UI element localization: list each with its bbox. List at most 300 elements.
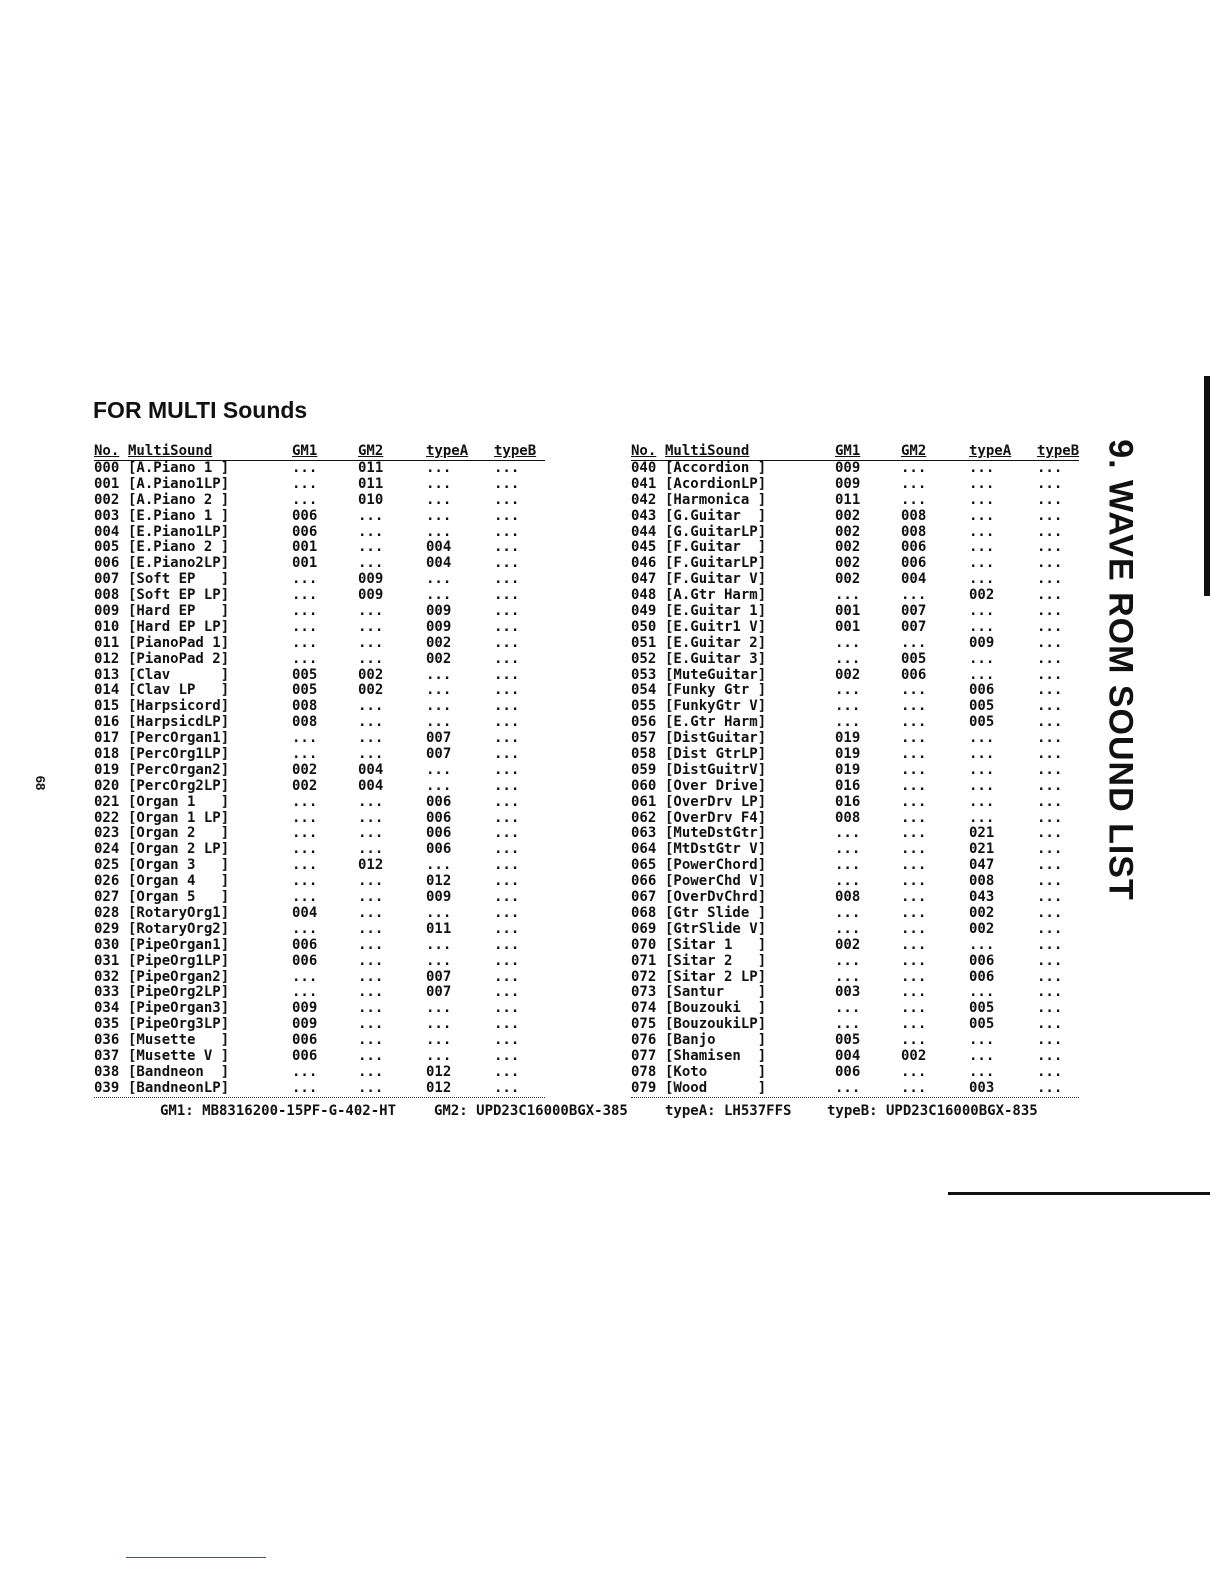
table-row [94, 683, 545, 699]
cell-typeb: ... [1037, 460, 1063, 476]
cell-gm2: 002 [358, 682, 384, 699]
cell-gm1: 006 [292, 936, 318, 953]
cell-typeb: ... [1037, 793, 1063, 810]
cell-no: 026 [94, 873, 120, 890]
cell-no: 011 [94, 634, 120, 651]
cell-typeb: ... [494, 889, 520, 906]
cell-no: 030 [94, 936, 120, 953]
cell-gm1: 005 [292, 666, 318, 683]
cell-typea: ... [426, 1016, 452, 1033]
cell-typeb: ... [1037, 714, 1063, 731]
cell-no: 059 [631, 761, 657, 778]
cell-typea: ... [426, 857, 452, 874]
table-row [631, 954, 1079, 970]
cell-gm1: ... [292, 1079, 318, 1096]
cell-gm2: ... [901, 873, 927, 890]
col-header-no: No. [94, 443, 120, 459]
cell-gm2: ... [358, 634, 384, 651]
cell-typeb: ... [1037, 1000, 1063, 1017]
cell-typeb: ... [494, 809, 520, 826]
cell-no: 049 [631, 603, 657, 620]
table-row [94, 509, 545, 525]
cell-multisound: [F.GuitarLP] [665, 555, 767, 572]
table-row [631, 970, 1079, 986]
cell-gm2: 008 [901, 507, 927, 524]
cell-gm2: ... [358, 952, 384, 969]
cell-typeb: ... [494, 587, 520, 604]
cell-gm2: ... [901, 968, 927, 985]
cell-no: 061 [631, 793, 657, 810]
cell-gm2: ... [901, 761, 927, 778]
cell-no: 023 [94, 825, 120, 842]
cell-typea: ... [969, 618, 995, 635]
cell-typea: ... [969, 1047, 995, 1064]
cell-multisound: [Accordion ] [665, 460, 767, 476]
cell-gm2: ... [358, 507, 384, 524]
table-row [94, 858, 545, 874]
cell-typeb: ... [1037, 523, 1063, 540]
table-row [631, 604, 1079, 620]
table-body [631, 461, 1079, 1098]
table-row [631, 477, 1079, 493]
cell-gm2: ... [358, 1079, 384, 1096]
cell-multisound: [PipeOrg1LP] [128, 952, 230, 969]
cell-gm1: ... [835, 904, 861, 921]
cell-gm2: ... [901, 460, 927, 476]
table-row [94, 906, 545, 922]
table-row [631, 652, 1079, 668]
cell-gm1: 002 [835, 555, 861, 572]
cell-typeb: ... [494, 555, 520, 572]
cell-gm1: 001 [292, 539, 318, 556]
cell-multisound: [F.Guitar ] [665, 539, 767, 556]
cell-gm2: 006 [901, 666, 927, 683]
cell-gm2: ... [901, 491, 927, 508]
cell-gm2: ... [358, 984, 384, 1001]
cell-gm1: ... [292, 857, 318, 874]
cell-typea: ... [426, 936, 452, 953]
cell-typea: ... [969, 539, 995, 556]
cell-multisound: [A.Piano1LP] [128, 475, 230, 492]
cell-typea: ... [426, 1032, 452, 1049]
cell-gm1: 002 [292, 777, 318, 794]
cell-no: 074 [631, 1000, 657, 1017]
cell-gm1: 016 [835, 793, 861, 810]
cell-typeb: ... [494, 523, 520, 540]
table-row [631, 525, 1079, 541]
cell-multisound: [PowerChord] [665, 857, 767, 874]
cell-no: 079 [631, 1079, 657, 1096]
cell-gm2: ... [901, 777, 927, 794]
cell-gm1: ... [292, 634, 318, 651]
cell-gm1: ... [292, 809, 318, 826]
cell-multisound: [PowerChd V] [665, 873, 767, 890]
cell-typeb: ... [1037, 761, 1063, 778]
cell-typeb: ... [1037, 507, 1063, 524]
cell-typea: 007 [426, 968, 452, 985]
cell-no: 047 [631, 571, 657, 588]
cell-no: 031 [94, 952, 120, 969]
cell-gm1: ... [292, 475, 318, 492]
cell-gm2: ... [901, 746, 927, 763]
cell-typeb: ... [494, 841, 520, 858]
cell-multisound: [Hard EP LP] [128, 618, 230, 635]
page-number: 68 [33, 775, 48, 791]
cell-typea: ... [426, 761, 452, 778]
table-row [631, 699, 1079, 715]
cell-no: 071 [631, 952, 657, 969]
cell-no: 044 [631, 523, 657, 540]
cell-typeb: ... [1037, 682, 1063, 699]
cell-multisound: [PianoPad 2] [128, 650, 230, 667]
table-row [631, 842, 1079, 858]
cell-gm2: ... [358, 1032, 384, 1049]
cell-typea: ... [969, 523, 995, 540]
cell-typeb: ... [1037, 984, 1063, 1001]
table-row [94, 747, 545, 763]
cell-typeb: ... [494, 904, 520, 921]
cell-typeb: ... [1037, 777, 1063, 794]
cell-no: 060 [631, 777, 657, 794]
cell-no: 038 [94, 1063, 120, 1080]
cell-gm1: 004 [835, 1047, 861, 1064]
cell-typeb: ... [1037, 857, 1063, 874]
cell-gm2: 006 [901, 539, 927, 556]
cell-gm2: 002 [901, 1047, 927, 1064]
cell-gm1: ... [835, 968, 861, 985]
cell-multisound: [A.Piano 2 ] [128, 491, 230, 508]
cell-typea: ... [969, 491, 995, 508]
cell-typea: ... [426, 587, 452, 604]
cell-gm2: ... [358, 523, 384, 540]
cell-typea: 006 [426, 825, 452, 842]
cell-typea: ... [969, 555, 995, 572]
cell-gm1: 006 [292, 523, 318, 540]
cell-typea: ... [969, 730, 995, 747]
cell-typeb: ... [1037, 587, 1063, 604]
cell-gm2: ... [358, 714, 384, 731]
table-row [631, 985, 1079, 1001]
cell-no: 022 [94, 809, 120, 826]
table-row [631, 461, 1079, 477]
cell-typeb: ... [1037, 1079, 1063, 1096]
table-row [631, 826, 1079, 842]
cell-multisound: [E.Piano 2 ] [128, 539, 230, 556]
multisound-table-right [631, 444, 1079, 1098]
cell-gm1: 008 [292, 698, 318, 715]
cell-typea: ... [426, 777, 452, 794]
table-row [631, 1049, 1079, 1065]
cell-no: 069 [631, 920, 657, 937]
table-header [94, 444, 545, 461]
cell-gm1: ... [835, 698, 861, 715]
cell-typea: 005 [969, 1000, 995, 1017]
cell-gm1: ... [835, 952, 861, 969]
cell-no: 046 [631, 555, 657, 572]
cell-typeb: ... [494, 857, 520, 874]
cell-no: 004 [94, 523, 120, 540]
cell-no: 037 [94, 1047, 120, 1064]
cell-multisound: [OverDvChrd] [665, 889, 767, 906]
table-row [94, 556, 545, 572]
cell-multisound: [E.Piano2LP] [128, 555, 230, 572]
cell-typea: ... [426, 1047, 452, 1064]
col-header-multisound: MultiSound [665, 443, 750, 459]
cell-no: 064 [631, 841, 657, 858]
table-row [631, 938, 1079, 954]
cell-no: 027 [94, 889, 120, 906]
cell-multisound: [DistGuitar] [665, 730, 767, 747]
cell-no: 008 [94, 587, 120, 604]
cell-no: 024 [94, 841, 120, 858]
table-row [94, 874, 545, 890]
cell-typea: 009 [426, 603, 452, 620]
cell-typea: ... [969, 761, 995, 778]
cell-gm2: ... [901, 1063, 927, 1080]
cell-typea: ... [969, 475, 995, 492]
cell-typea: ... [969, 936, 995, 953]
cell-gm1: 008 [835, 809, 861, 826]
cell-typea: 008 [969, 873, 995, 890]
cell-no: 076 [631, 1032, 657, 1049]
cell-gm1: ... [835, 714, 861, 731]
cell-multisound: [Organ 1 ] [128, 793, 230, 810]
cell-typeb: ... [494, 698, 520, 715]
cell-multisound: [DistGuitrV] [665, 761, 767, 778]
cell-typea: 006 [426, 841, 452, 858]
cell-multisound: [Gtr Slide ] [665, 904, 767, 921]
cell-typea: 002 [426, 634, 452, 651]
cell-typeb: ... [1037, 936, 1063, 953]
cell-typea: 047 [969, 857, 995, 874]
table-row [94, 620, 545, 636]
cell-gm1: 002 [835, 666, 861, 683]
cell-multisound: [PercOrg1LP] [128, 746, 230, 763]
cell-typeb: ... [494, 920, 520, 937]
cell-multisound: [BouzoukiLP] [665, 1016, 767, 1033]
cell-multisound: [MuteDstGtr] [665, 825, 767, 842]
cell-typea: ... [426, 666, 452, 683]
cell-gm2: ... [358, 920, 384, 937]
table-row [631, 683, 1079, 699]
cell-typea: ... [969, 746, 995, 763]
cell-no: 007 [94, 571, 120, 588]
table-row [631, 1065, 1079, 1081]
cell-typeb: ... [494, 1000, 520, 1017]
cell-multisound: [PercOrg2LP] [128, 777, 230, 794]
cell-gm1: ... [292, 491, 318, 508]
cell-gm2: ... [358, 698, 384, 715]
cell-no: 078 [631, 1063, 657, 1080]
cell-multisound: [Organ 5 ] [128, 889, 230, 906]
cell-gm2: ... [901, 1079, 927, 1096]
cell-typea: 006 [969, 952, 995, 969]
cell-multisound: [Clav ] [128, 666, 230, 683]
cell-typea: 006 [426, 809, 452, 826]
cell-gm1: ... [292, 603, 318, 620]
cell-gm2: ... [358, 809, 384, 826]
cell-multisound: [Bandneon ] [128, 1063, 230, 1080]
cell-typeb: ... [1037, 491, 1063, 508]
table-row [631, 1033, 1079, 1049]
cell-gm2: ... [901, 857, 927, 874]
cell-typea: ... [969, 984, 995, 1001]
cell-no: 062 [631, 809, 657, 826]
cell-multisound: [E.Guitar 1] [665, 603, 767, 620]
cell-gm1: ... [835, 1079, 861, 1096]
cell-typea: ... [969, 1032, 995, 1049]
table-row [631, 874, 1079, 890]
cell-gm2: ... [358, 618, 384, 635]
cell-gm1: 008 [292, 714, 318, 731]
cell-no: 006 [94, 555, 120, 572]
cell-multisound: [Santur ] [665, 984, 767, 1001]
cell-multisound: [E.Piano1LP] [128, 523, 230, 540]
cell-gm2: ... [901, 587, 927, 604]
cell-typeb: ... [494, 761, 520, 778]
cell-no: 002 [94, 491, 120, 508]
cell-typea: ... [426, 698, 452, 715]
table-row [94, 763, 545, 779]
cell-typea: ... [969, 460, 995, 476]
cell-multisound: [Organ 3 ] [128, 857, 230, 874]
table-row [631, 620, 1079, 636]
cell-no: 045 [631, 539, 657, 556]
cell-gm1: ... [835, 650, 861, 667]
cell-typea: 021 [969, 825, 995, 842]
cell-typea: ... [969, 507, 995, 524]
cell-no: 012 [94, 650, 120, 667]
cell-typea: ... [969, 809, 995, 826]
cell-gm1: 001 [292, 555, 318, 572]
cell-typeb: ... [494, 968, 520, 985]
cell-gm2: ... [358, 968, 384, 985]
cell-gm2: ... [358, 1000, 384, 1017]
table-row [94, 588, 545, 604]
cell-gm2: ... [901, 793, 927, 810]
cell-gm2: ... [901, 1032, 927, 1049]
cell-typeb: ... [494, 682, 520, 699]
cell-no: 015 [94, 698, 120, 715]
cell-multisound: [Hard EP ] [128, 603, 230, 620]
cell-gm1: ... [835, 873, 861, 890]
cell-no: 054 [631, 682, 657, 699]
cell-gm1: ... [835, 841, 861, 858]
table-row [94, 493, 545, 509]
cell-typeb: ... [1037, 952, 1063, 969]
cell-no: 066 [631, 873, 657, 890]
cell-multisound: [Harmonica ] [665, 491, 767, 508]
col-header-typea: typeA [969, 443, 1012, 459]
cell-gm1: 006 [835, 1063, 861, 1080]
cell-gm2: ... [901, 1000, 927, 1017]
cell-multisound: [G.Guitar ] [665, 507, 767, 524]
table-row [631, 509, 1079, 525]
cell-multisound: [PercOrgan2] [128, 761, 230, 778]
cell-gm1: ... [292, 460, 318, 476]
cell-gm2: 004 [358, 777, 384, 794]
cell-typea: 002 [969, 904, 995, 921]
cell-typea: ... [426, 682, 452, 699]
cell-typea: ... [969, 1063, 995, 1080]
legend-gm2: GM2: UPD23C16000BGX-385 [434, 1103, 628, 1119]
cell-multisound: [Musette ] [128, 1032, 230, 1049]
cell-typeb: ... [1037, 603, 1063, 620]
cell-gm1: 006 [292, 507, 318, 524]
cell-no: 017 [94, 730, 120, 747]
cell-multisound: [E.Guitr1 V] [665, 618, 767, 635]
cell-no: 050 [631, 618, 657, 635]
cell-no: 029 [94, 920, 120, 937]
cell-multisound: [Over Drive] [665, 777, 767, 794]
cell-typeb: ... [494, 491, 520, 508]
cell-no: 032 [94, 968, 120, 985]
cell-gm1: 002 [835, 507, 861, 524]
cell-typea: ... [426, 475, 452, 492]
cell-typeb: ... [1037, 968, 1063, 985]
table-row [94, 890, 545, 906]
cell-typeb: ... [1037, 1032, 1063, 1049]
cell-gm1: 005 [292, 682, 318, 699]
cell-multisound: [PipeOrg2LP] [128, 984, 230, 1001]
cell-gm2: ... [901, 904, 927, 921]
cell-multisound: [Dist GtrLP] [665, 746, 767, 763]
cell-typea: 021 [969, 841, 995, 858]
cell-typea: ... [969, 603, 995, 620]
cell-gm1: ... [292, 587, 318, 604]
cell-gm2: ... [358, 793, 384, 810]
cell-gm2: 009 [358, 571, 384, 588]
table-row [94, 477, 545, 493]
cell-gm2: 011 [358, 460, 384, 476]
cell-multisound: [Organ 2 ] [128, 825, 230, 842]
cell-typea: ... [426, 523, 452, 540]
cell-multisound: [Funky Gtr ] [665, 682, 767, 699]
table-row [94, 668, 545, 684]
cell-no: 056 [631, 714, 657, 731]
cell-multisound: [RotaryOrg1] [128, 904, 230, 921]
cell-typea: ... [426, 460, 452, 476]
cell-multisound: [Harpsicord] [128, 698, 230, 715]
cell-typeb: ... [494, 650, 520, 667]
cell-gm1: 005 [835, 1032, 861, 1049]
cell-no: 073 [631, 984, 657, 1001]
cell-gm2: 007 [901, 603, 927, 620]
table-row [94, 985, 545, 1001]
cell-no: 010 [94, 618, 120, 635]
cell-gm2: 010 [358, 491, 384, 508]
legend-typea: typeA: LH537FFS [665, 1103, 792, 1119]
cell-multisound: [E.Piano 1 ] [128, 507, 230, 524]
table-row [631, 1001, 1079, 1017]
table-row [94, 604, 545, 620]
cell-typea: ... [426, 904, 452, 921]
col-header-no: No. [631, 443, 657, 459]
cell-typeb: ... [494, 1079, 520, 1096]
cell-typea: ... [426, 491, 452, 508]
cell-no: 036 [94, 1032, 120, 1049]
cell-typea: ... [969, 793, 995, 810]
cell-typeb: ... [494, 460, 520, 476]
cell-gm1: 009 [835, 460, 861, 476]
cell-typeb: ... [1037, 1063, 1063, 1080]
cell-typeb: ... [1037, 634, 1063, 651]
cell-multisound: [BandneonLP] [128, 1079, 230, 1096]
cell-gm2: ... [358, 936, 384, 953]
cell-gm2: ... [901, 475, 927, 492]
table-row [631, 795, 1079, 811]
cell-no: 039 [94, 1079, 120, 1096]
